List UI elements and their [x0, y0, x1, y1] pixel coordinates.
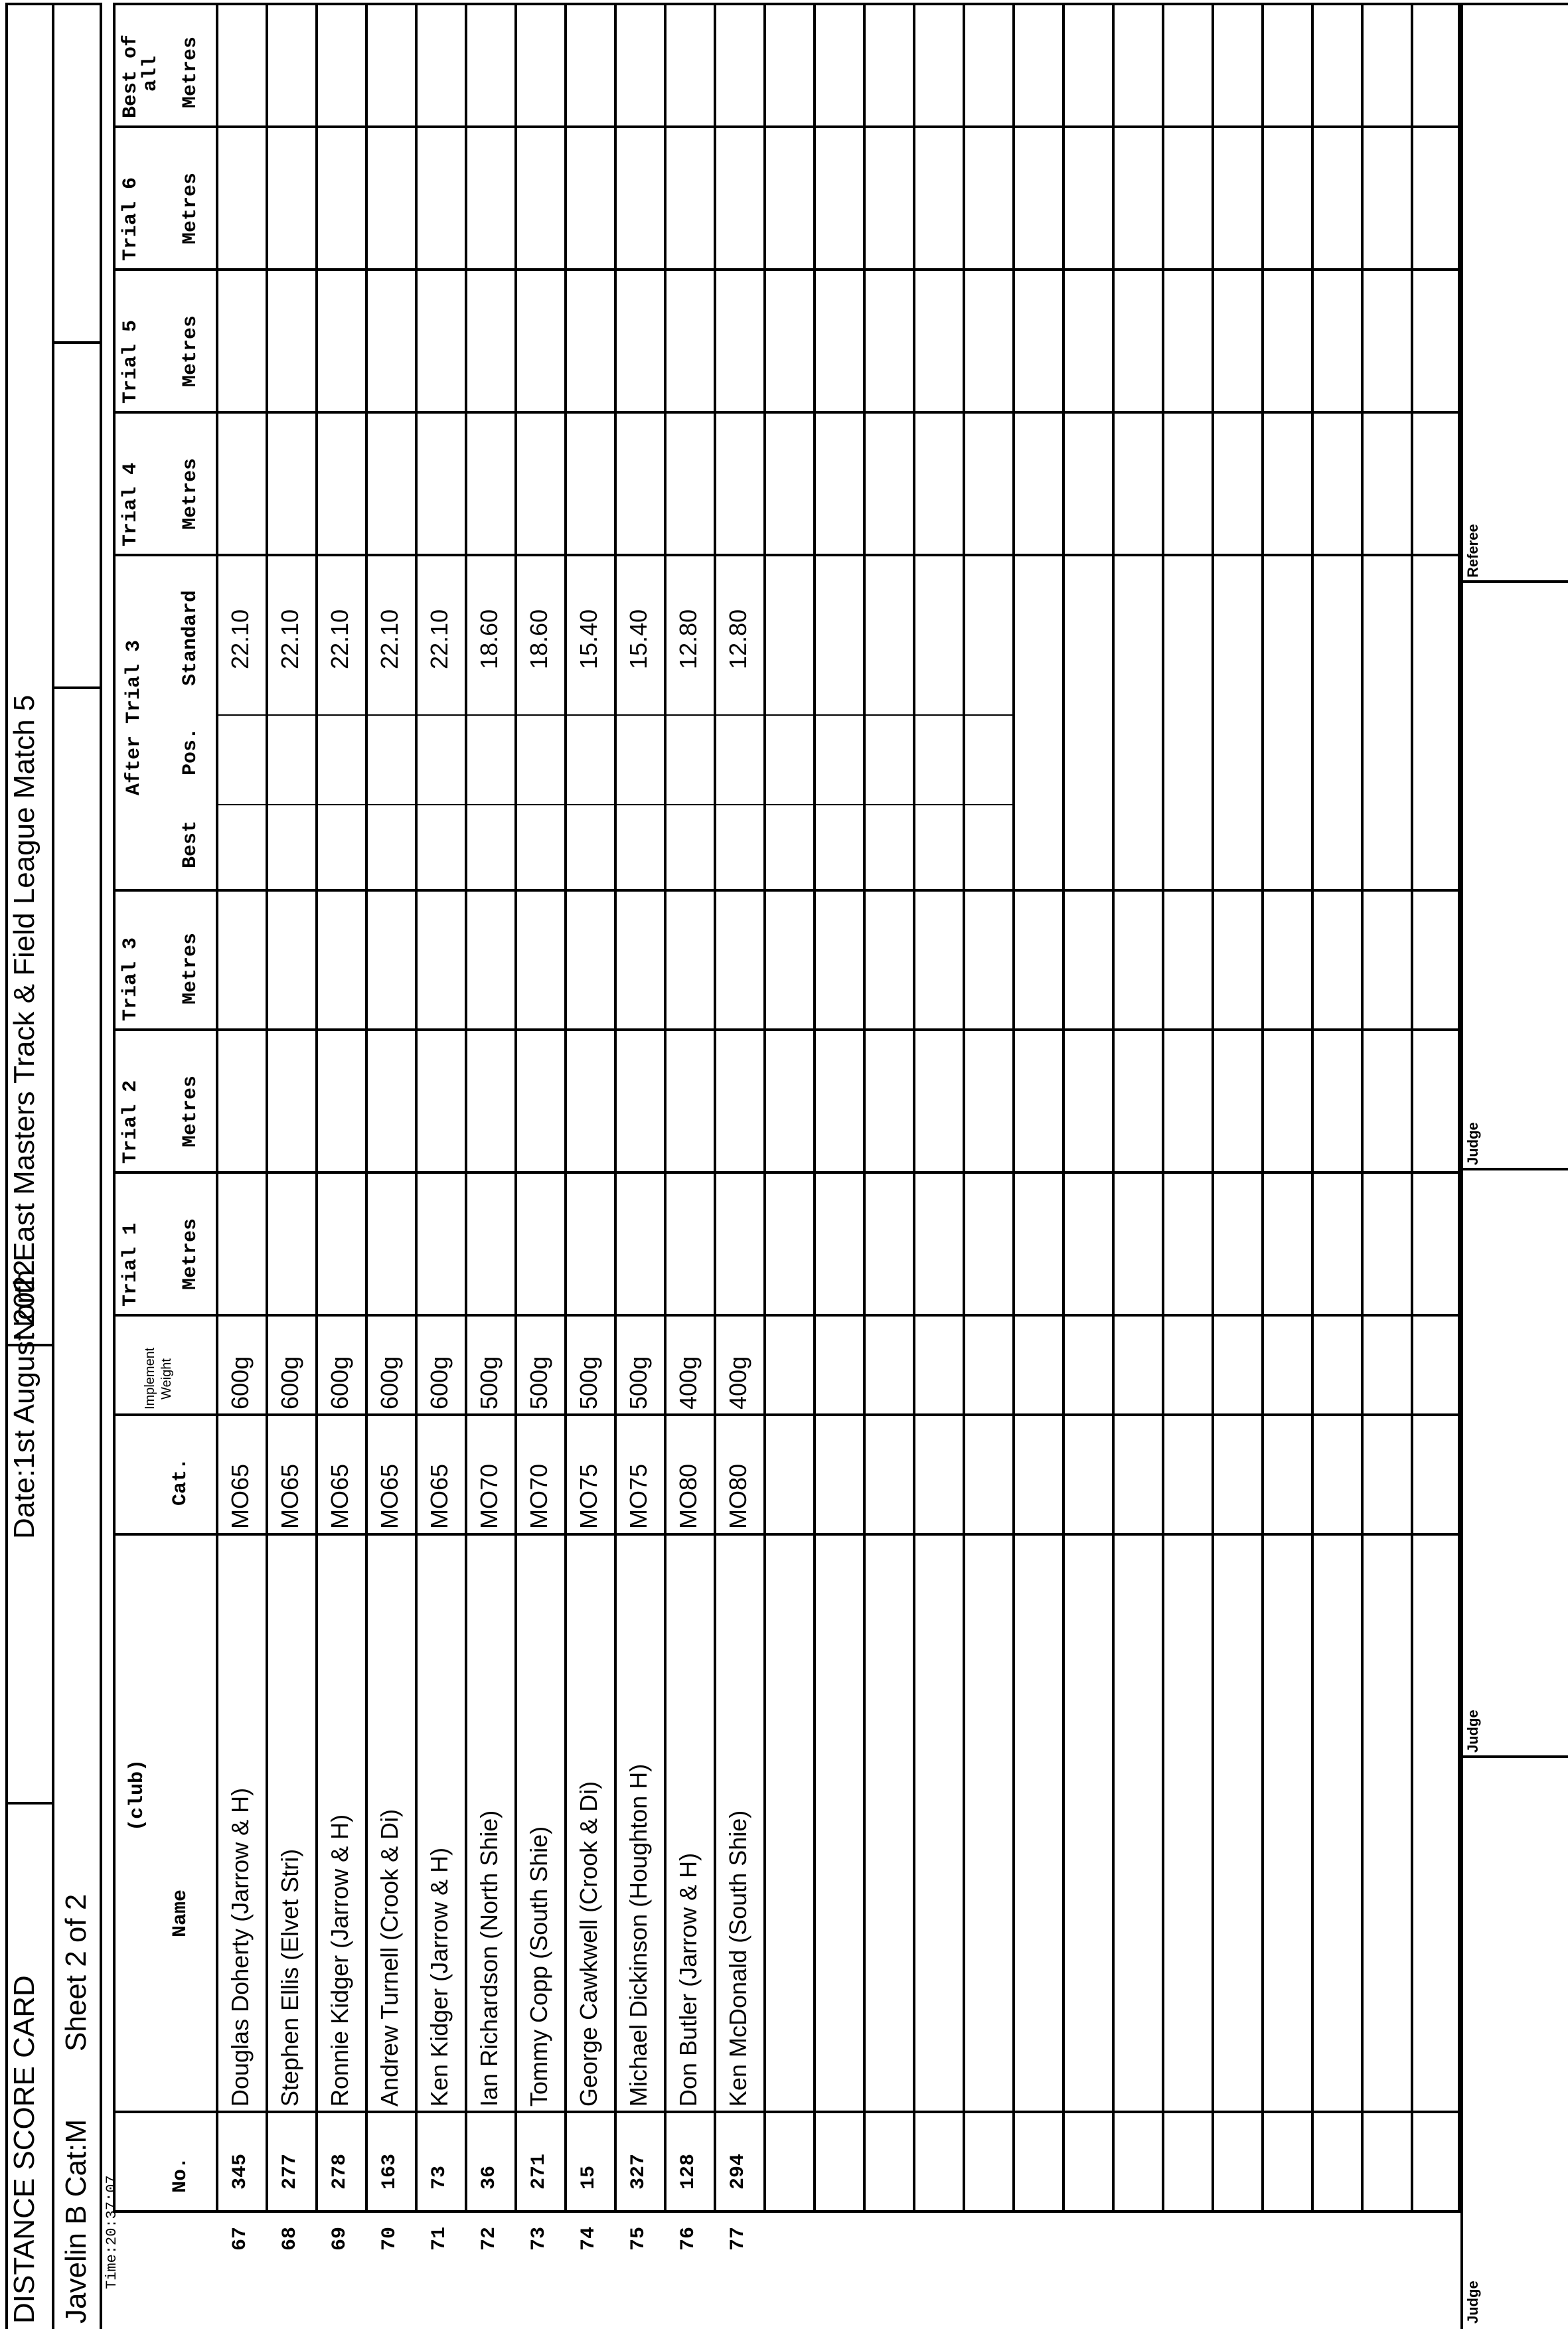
header-trial2: Trial 2 [119, 1080, 142, 1164]
row-category: MO65 [376, 1463, 403, 1529]
row-divider [564, 5, 567, 2213]
meeting-title: North East Masters Track & Field League Match 5 [8, 694, 40, 1341]
signature-area [1460, 3, 1568, 2329]
row-divider [614, 5, 617, 2213]
row-line-number: 74 [578, 2226, 600, 2251]
row-competitor-name: Michael Dickinson (Houghton H) [625, 1763, 652, 2107]
row-competitor-name: Stephen Ellis (Elvet Stri) [276, 1848, 303, 2107]
row-competitor-name: Douglas Doherty (Jarrow & H) [226, 1787, 254, 2107]
header-trial4: Trial 4 [119, 462, 142, 546]
row-line-number: 68 [279, 2226, 301, 2251]
row-competitor-name: Tommy Copp (South Shie) [525, 1826, 552, 2107]
row-competitor-number: 163 [378, 2153, 401, 2190]
header-trial1-metres: Metres [179, 1218, 202, 1290]
row-category: MO65 [276, 1463, 303, 1529]
row-category: MO75 [575, 1463, 602, 1529]
row-divider [963, 5, 965, 2213]
row-standard: 22.10 [326, 609, 353, 669]
judge-3-label: Judge [1464, 1122, 1481, 1165]
header-trial6-metres: Metres [179, 172, 202, 244]
row-implement-weight: 600g [276, 1356, 303, 1409]
row-category: MO70 [525, 1463, 552, 1529]
row-competitor-name: Andrew Turnell (Crook & Di) [376, 1808, 403, 2107]
row-category: MO70 [475, 1463, 503, 1529]
row-line-number: 75 [627, 2226, 650, 2251]
row-competitor-number: 271 [528, 2153, 550, 2190]
row-implement-weight: 400g [724, 1356, 751, 1409]
row-standard: 22.10 [276, 609, 303, 669]
row-implement-weight: 600g [326, 1356, 353, 1409]
header-best-of: Best of [119, 34, 142, 118]
row-divider [1012, 5, 1015, 2213]
row-competitor-number: 73 [428, 2165, 451, 2190]
row-divider [315, 5, 318, 2213]
row-standard: 15.40 [575, 609, 602, 669]
row-divider [514, 5, 517, 2213]
row-competitor-number: 345 [229, 2153, 252, 2190]
row-divider [1062, 5, 1065, 2213]
row-competitor-name: Ian Richardson (North Shie) [475, 1810, 503, 2107]
row-line-number: 69 [329, 2226, 351, 2251]
header-trial2-metres: Metres [179, 1075, 202, 1147]
row-implement-weight: 500g [575, 1356, 602, 1409]
header-trial6: Trial 6 [119, 177, 142, 261]
header-trial5-metres: Metres [179, 315, 202, 387]
row-category: MO65 [426, 1463, 453, 1529]
judge-2-label: Judge [1464, 1710, 1481, 1753]
header-trial4-metres: Metres [179, 457, 202, 530]
sheet-number: Sheet 2 of 2 [60, 1893, 92, 2051]
meeting-date: Date:1st August 2022 [8, 1259, 40, 1539]
row-divider [1261, 5, 1264, 2213]
row-standard: 15.40 [625, 609, 652, 669]
row-divider [1112, 5, 1115, 2213]
row-divider [415, 5, 418, 2213]
row-line-number: 77 [727, 2226, 749, 2251]
row-implement-weight: 600g [426, 1356, 453, 1409]
row-competitor-name: George Cawkwell (Crook & Di) [575, 1781, 602, 2107]
row-implement-weight: 500g [475, 1356, 503, 1409]
header-trial1: Trial 1 [119, 1222, 142, 1307]
row-competitor-number: 15 [578, 2165, 600, 2190]
row-standard: 18.60 [525, 609, 552, 669]
row-competitor-name: Ken McDonald (South Shie) [724, 1810, 751, 2107]
header-after-trial3: After Trial 3 [123, 639, 145, 795]
row-category: MO80 [724, 1463, 751, 1529]
event-name: Javelin B Cat:M [60, 2119, 92, 2324]
row-standard: 12.80 [674, 609, 702, 669]
row-standard: 12.80 [724, 609, 751, 669]
header-club: (club) [126, 1759, 149, 1831]
row-implement-weight: 500g [625, 1356, 652, 1409]
referee-label: Referee [1464, 524, 1481, 578]
row-competitor-number: 294 [727, 2153, 749, 2190]
row-divider [1212, 5, 1214, 2213]
row-category: MO65 [326, 1463, 353, 1529]
row-divider [714, 5, 716, 2213]
row-competitor-name: Ken Kidger (Jarrow & H) [426, 1847, 453, 2107]
row-line-number: 72 [478, 2226, 501, 2251]
after-trial-subdivider [216, 804, 1012, 805]
row-divider [1361, 5, 1364, 2213]
row-implement-weight: 500g [525, 1356, 552, 1409]
header-name: Name [169, 1889, 192, 1937]
row-line-number: 73 [528, 2226, 550, 2251]
row-category: MO80 [674, 1463, 702, 1529]
header-implement: Implement [143, 1347, 157, 1409]
row-category: MO65 [226, 1463, 254, 1529]
judge-1-label: Judge [1464, 2281, 1481, 2324]
row-competitor-number: 327 [627, 2153, 650, 2190]
header-after-best: Best [179, 820, 202, 868]
row-competitor-number: 128 [677, 2153, 700, 2190]
row-line-number: 70 [378, 2226, 401, 2251]
row-divider [365, 5, 368, 2213]
row-divider [863, 5, 866, 2213]
row-divider [1411, 5, 1413, 2213]
row-divider [1162, 5, 1164, 2213]
row-divider [763, 5, 766, 2213]
row-competitor-name: Don Butler (Jarrow & H) [674, 1852, 702, 2107]
row-divider [813, 5, 816, 2213]
row-standard: 22.10 [226, 609, 254, 669]
row-competitor-number: 277 [279, 2153, 301, 2190]
after-trial-subdivider [216, 714, 1012, 716]
row-line-number: 67 [229, 2226, 252, 2251]
row-divider [216, 5, 218, 2213]
header-best-metres: Metres [179, 36, 202, 108]
row-divider [664, 5, 666, 2213]
header-no: No. [169, 2156, 192, 2193]
row-category: MO75 [625, 1463, 652, 1529]
card-title: DISTANCE SCORE CARD [8, 1975, 40, 2324]
row-divider [913, 5, 915, 2213]
row-divider [1311, 5, 1314, 2213]
row-competitor-number: 36 [478, 2165, 501, 2190]
row-line-number: 76 [677, 2226, 700, 2251]
time-stamp: Time:20:37:07 [104, 2175, 120, 2289]
row-standard: 22.10 [376, 609, 403, 669]
row-competitor-number: 278 [329, 2153, 351, 2190]
row-standard: 22.10 [426, 609, 453, 669]
header-trial3-metres: Metres [179, 932, 202, 1004]
row-divider [465, 5, 467, 2213]
row-implement-weight: 600g [376, 1356, 403, 1409]
row-standard: 18.60 [475, 609, 503, 669]
header-trial3: Trial 3 [119, 937, 142, 1021]
header-after-standard: Standard [179, 590, 202, 686]
row-divider [266, 5, 268, 2213]
header-after-pos: Pos. [179, 727, 202, 775]
header-cat: Cat. [169, 1457, 192, 1506]
row-implement-weight: 400g [674, 1356, 702, 1409]
row-implement-weight: 600g [226, 1356, 254, 1409]
row-line-number: 71 [428, 2226, 451, 2251]
header-best-all: all [139, 55, 162, 92]
header-weight: Weight [159, 1358, 174, 1400]
row-competitor-name: Ronnie Kidger (Jarrow & H) [326, 1814, 353, 2107]
header-trial5: Trial 5 [119, 319, 142, 404]
